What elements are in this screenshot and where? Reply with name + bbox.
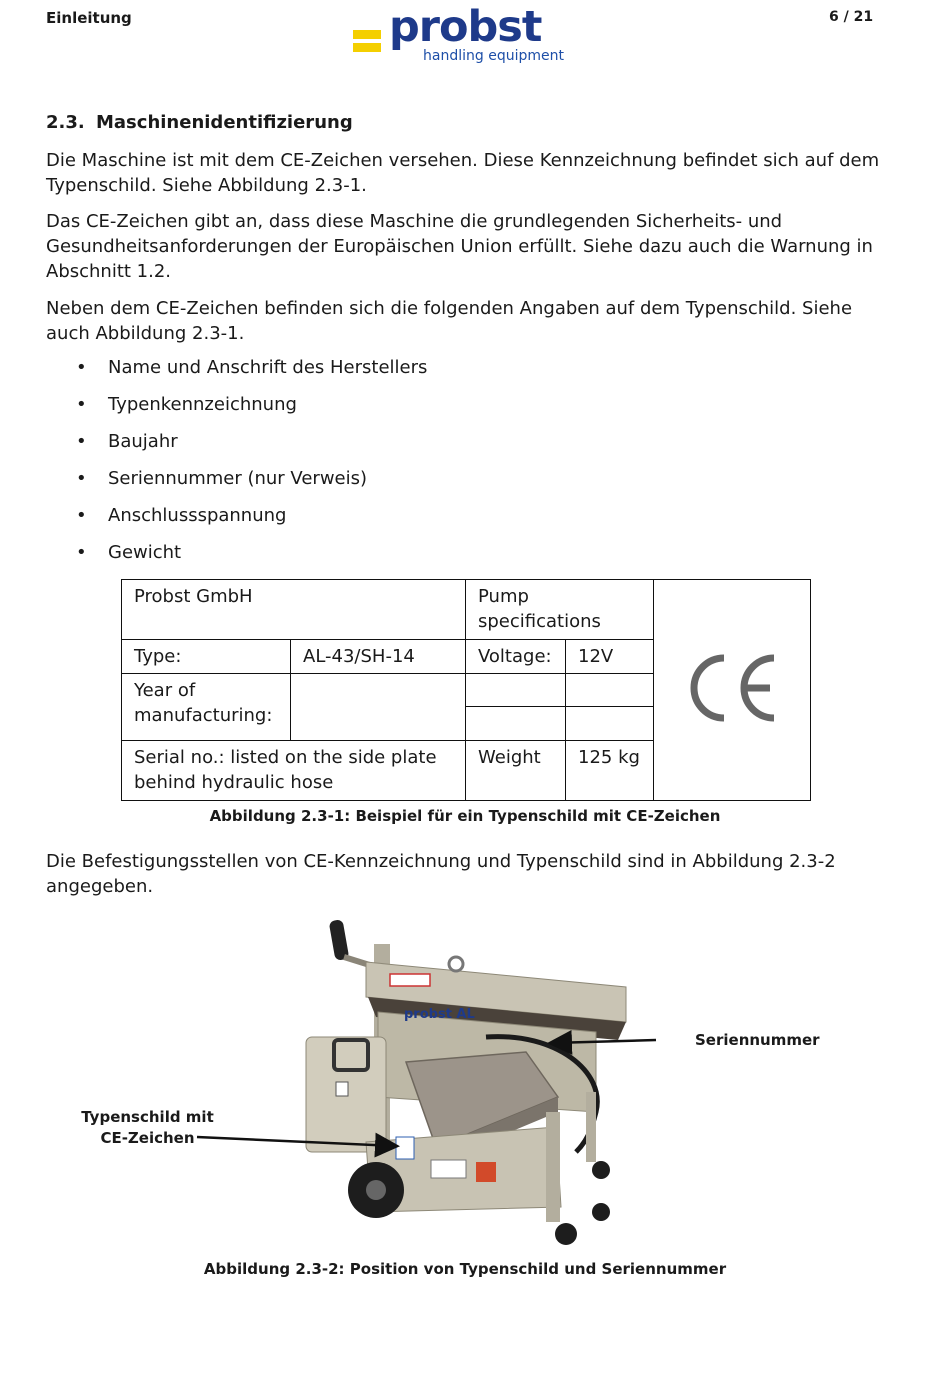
plate-weight-label: Weight [466, 741, 566, 801]
page-number: 6 / 21 [829, 9, 874, 25]
paragraph-4: Die Befestigungsstellen von CE-Kennzeichnung und Typenschild sind in Abbildung 2.3-2 angegeben. [46, 851, 836, 897]
plate-weight-value: 125 kg [566, 741, 654, 801]
header-section: Einleitung [46, 9, 132, 27]
plate-type-value: AL-43/SH-14 [291, 640, 466, 674]
plate-year-label: Year of manufacturing: [122, 674, 291, 741]
bullet-icon: • [76, 505, 87, 526]
plate-info-list [76, 357, 427, 579]
section-heading: Maschinenidentifizierung [96, 112, 353, 133]
bullet-icon: • [76, 357, 87, 378]
plate-voltage-label: Voltage: [466, 640, 566, 674]
list-item: • Gewicht [76, 542, 182, 563]
paragraph-1: Die Maschine ist mit dem CE-Zeichen versehen. Diese Kennzeichnung befindet sich auf dem Typenschild. Siehe Abbildung 2.3-1. [46, 150, 880, 196]
list-item: • Typenkennzeichnung [76, 394, 297, 415]
plate-empty-cell [466, 707, 566, 741]
plate-empty-cell [566, 707, 654, 741]
machine-brand-label: probst AL [404, 1007, 475, 1022]
bullet-icon: • [76, 431, 87, 452]
logo-bar-bottom [353, 43, 381, 52]
list-item: • Name und Anschrift des Herstellers [76, 357, 428, 378]
section-title [46, 112, 353, 133]
plate-voltage-value: 12V [566, 640, 654, 674]
type-plate-table [121, 579, 811, 801]
bullet-icon: • [76, 468, 87, 489]
paragraph-2: Das CE-Zeichen gibt an, dass diese Maschine die grundlegenden Sicherheits- und Gesundheitsanforderungen der Europäischen Union erfüllt. Siehe dazu auch die Warnung in Abschnitt 1.2. [46, 211, 873, 282]
ce-mark-icon [684, 650, 780, 726]
type-plate-callout-label: Typenschild mit CE-Zeichen [81, 1108, 214, 1147]
section-number: 2.3. [46, 112, 85, 133]
list-item: • Baujahr [76, 431, 178, 452]
paragraph-3: Neben dem CE-Zeichen befinden sich die folgenden Angaben auf dem Typenschild. Siehe auch Abbildung 2.3-1. [46, 298, 853, 344]
logo-word: probst [389, 2, 542, 52]
plate-company: Probst GmbH [122, 580, 466, 640]
plate-empty-cell [466, 674, 566, 707]
machine-photo [296, 912, 636, 1252]
figure-caption-2: Abbildung 2.3-2: Position von Typenschild und Seriennummer [203, 1260, 727, 1278]
plate-serial-label: Serial no.: listed on the side plate behind hydraulic hose [122, 741, 466, 801]
logo-subtitle: handling equipment [423, 48, 564, 64]
plate-type-label: Type: [122, 640, 291, 674]
list-item: • Seriennummer (nur Verweis) [76, 468, 368, 489]
bullet-icon: • [76, 394, 87, 415]
logo-bar-top [353, 30, 381, 39]
bullet-icon: • [76, 542, 87, 563]
plate-pump-spec: Pump specifications [466, 580, 654, 640]
list-item: • Anschlussspannung [76, 505, 287, 526]
ce-mark-cell [654, 580, 811, 801]
probst-logo [351, 2, 571, 72]
plate-empty-cell [566, 674, 654, 707]
figure-caption-1: Abbildung 2.3-1: Beispiel für ein Typenschild mit CE-Zeichen [209, 807, 721, 825]
serial-callout-label: Seriennummer [695, 1031, 820, 1049]
plate-year-value [291, 674, 466, 741]
